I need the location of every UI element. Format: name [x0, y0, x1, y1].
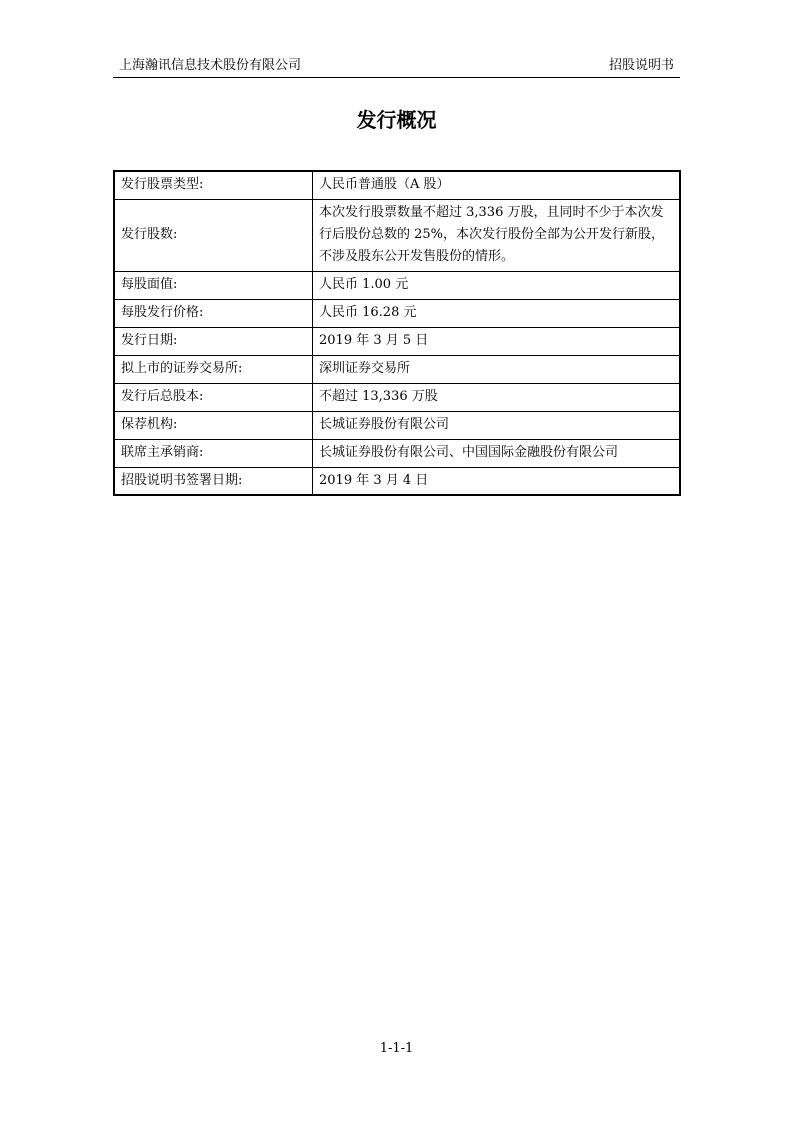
row-label: 每股发行价格: [114, 299, 313, 327]
table-row [114, 271, 680, 299]
row-label: 发行股数: [114, 199, 313, 271]
table-row [114, 383, 680, 411]
row-value: 人民币 1.00 元 [313, 271, 681, 299]
page-header [113, 57, 680, 78]
row-value: 长城证券股份有限公司 [313, 411, 681, 439]
row-value: 本次发行股票数量不超过 3,336 万股，且同时不少于本次发行后股份总数的 25%，本次发行股份全部为公开发行新股，不涉及股东公开发售股份的情形。 [313, 199, 681, 271]
row-value: 人民币普通股（A 股） [313, 171, 681, 199]
row-label: 发行日期: [114, 327, 313, 355]
table-row [114, 439, 680, 467]
row-value: 不超过 13,336 万股 [313, 383, 681, 411]
table-row [114, 299, 680, 327]
row-label: 联席主承销商: [114, 439, 313, 467]
table-row [114, 171, 680, 199]
row-value: 长城证券股份有限公司、中国国际金融股份有限公司 [313, 439, 681, 467]
row-label: 保荐机构: [114, 411, 313, 439]
row-label: 发行后总股本: [114, 383, 313, 411]
header-doc-type: 招股说明书 [608, 58, 674, 73]
row-value: 2019 年 3 月 4 日 [313, 467, 681, 495]
row-label: 招股说明书签署日期: [114, 467, 313, 495]
row-value: 深圳证券交易所 [313, 355, 681, 383]
row-value: 人民币 16.28 元 [313, 299, 681, 327]
offering-summary-table [113, 170, 681, 496]
row-label: 发行股票类型: [114, 171, 313, 199]
page-title: 发行概况 [356, 108, 437, 132]
table-row [114, 467, 680, 495]
table-row [114, 355, 680, 383]
row-value: 2019 年 3 月 5 日 [313, 327, 681, 355]
table-row [114, 411, 680, 439]
row-label: 每股面值: [114, 271, 313, 299]
page-number: 1-1-1 [379, 1041, 414, 1056]
table-row [114, 327, 680, 355]
row-label: 拟上市的证券交易所: [114, 355, 313, 383]
table-row [114, 199, 680, 271]
header-company: 上海瀚讯信息技术股份有限公司 [119, 58, 302, 73]
